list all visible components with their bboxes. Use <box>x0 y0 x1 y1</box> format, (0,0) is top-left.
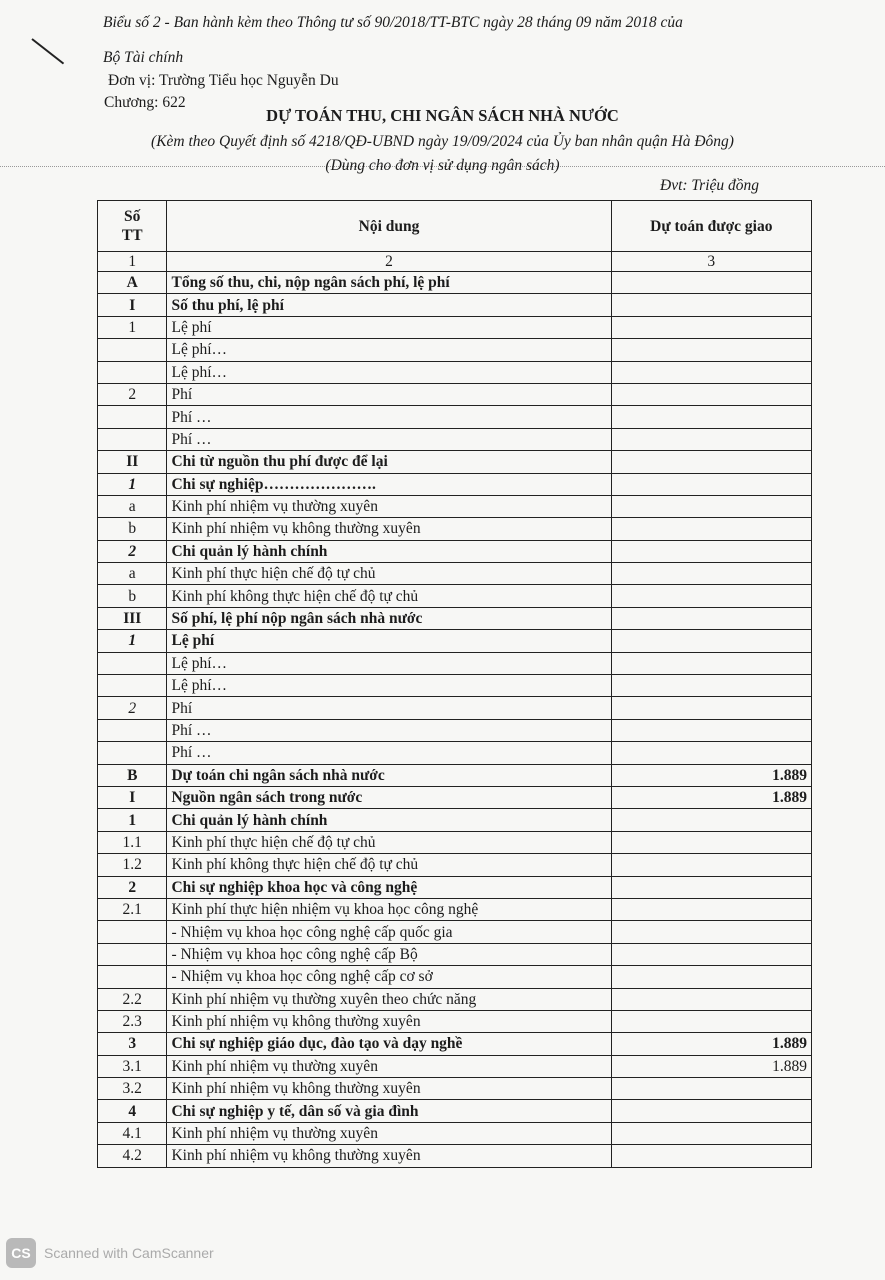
row-stt: 2 <box>98 876 167 898</box>
row-estimate <box>611 607 811 629</box>
row-content: Chi sự nghiệp…………………. <box>167 473 611 495</box>
page-subtitle-2: (Dùng cho đơn vị sử dụng ngân sách) <box>325 157 560 174</box>
row-content: Kinh phí nhiệm vụ thường xuyên <box>167 1055 611 1077</box>
table-row <box>98 786 812 808</box>
unit-name: Đơn vị: Trường Tiểu học Nguyễn Du <box>108 72 339 89</box>
watermark-text: Scanned with CamScanner <box>44 1245 214 1261</box>
row-stt: I <box>98 786 167 808</box>
row-stt <box>98 742 167 764</box>
row-estimate: 1.889 <box>611 764 811 786</box>
table-row <box>98 1010 812 1032</box>
row-stt <box>98 675 167 697</box>
form-note: Biểu số 2 - Ban hành kèm theo Thông tư số 90/2018/TT-BTC ngày 28 tháng 09 năm 2018 của <box>103 14 683 31</box>
col-number-3: 3 <box>611 252 811 272</box>
row-estimate <box>611 428 811 450</box>
row-stt: 3 <box>98 1033 167 1055</box>
unit-note: Đvt: Triệu đồng <box>660 177 760 194</box>
row-content: Phí … <box>167 719 611 741</box>
row-stt: 1.2 <box>98 854 167 876</box>
budget-table <box>97 200 812 1168</box>
row-estimate <box>611 630 811 652</box>
table-row <box>98 1033 812 1055</box>
col-number-1: 1 <box>98 252 167 272</box>
row-estimate <box>611 921 811 943</box>
row-content: Phí … <box>167 742 611 764</box>
table-row <box>98 1055 812 1077</box>
row-stt: 3.1 <box>98 1055 167 1077</box>
row-estimate <box>611 831 811 853</box>
row-content: - Nhiệm vụ khoa học công nghệ cấp cơ sở <box>167 966 611 988</box>
row-estimate <box>611 585 811 607</box>
row-content: Kinh phí thực hiện chế độ tự chủ <box>167 563 611 585</box>
row-content: Lệ phí… <box>167 339 611 361</box>
row-estimate <box>611 518 811 540</box>
row-estimate <box>611 1010 811 1032</box>
table-row <box>98 630 812 652</box>
table-row <box>98 383 812 405</box>
row-content: Tổng số thu, chi, nộp ngân sách phí, lệ phí <box>167 272 611 294</box>
table-row <box>98 652 812 674</box>
scanner-watermark <box>6 1238 214 1268</box>
row-estimate <box>611 383 811 405</box>
column-number-row <box>98 252 812 272</box>
row-content: Chi quản lý hành chính <box>167 809 611 831</box>
col-header-estimate: Dự toán được giao <box>611 201 811 252</box>
row-content: Kinh phí nhiệm vụ không thường xuyên <box>167 1078 611 1100</box>
row-stt: 1 <box>98 630 167 652</box>
row-estimate: 1.889 <box>611 1033 811 1055</box>
table-row <box>98 719 812 741</box>
row-stt <box>98 966 167 988</box>
row-content: Kinh phí nhiệm vụ thường xuyên <box>167 1122 611 1144</box>
row-content: Phí … <box>167 406 611 428</box>
table-row <box>98 742 812 764</box>
row-stt <box>98 943 167 965</box>
row-content: Chi quản lý hành chính <box>167 540 611 562</box>
table-row <box>98 607 812 629</box>
row-content: Kinh phí nhiệm vụ thường xuyên <box>167 495 611 517</box>
row-content: Lệ phí… <box>167 675 611 697</box>
table-row <box>98 473 812 495</box>
row-content: Nguồn ngân sách trong nước <box>167 786 611 808</box>
row-content: - Nhiệm vụ khoa học công nghệ cấp quốc gia <box>167 921 611 943</box>
row-estimate: 1.889 <box>611 786 811 808</box>
table-row <box>98 921 812 943</box>
table-header-row <box>98 201 812 252</box>
row-stt: a <box>98 495 167 517</box>
row-content: Kinh phí thực hiện chế độ tự chủ <box>167 831 611 853</box>
row-stt: 1.1 <box>98 831 167 853</box>
row-content: Lệ phí… <box>167 652 611 674</box>
table-row <box>98 316 812 338</box>
table-row <box>98 339 812 361</box>
table-row <box>98 451 812 473</box>
table-row <box>98 675 812 697</box>
row-content: Số thu phí, lệ phí <box>167 294 611 316</box>
row-estimate <box>611 966 811 988</box>
row-estimate <box>611 898 811 920</box>
row-stt: 4.2 <box>98 1145 167 1167</box>
row-estimate <box>611 540 811 562</box>
row-stt: 2.3 <box>98 1010 167 1032</box>
row-content: Lệ phí <box>167 316 611 338</box>
table-row <box>98 854 812 876</box>
col-number-2: 2 <box>167 252 611 272</box>
table-row <box>98 1122 812 1144</box>
row-estimate <box>611 675 811 697</box>
row-estimate <box>611 876 811 898</box>
row-estimate <box>611 719 811 741</box>
form-note-line2: Bộ Tài chính <box>103 49 184 66</box>
row-content: - Nhiệm vụ khoa học công nghệ cấp Bộ <box>167 943 611 965</box>
table-row <box>98 585 812 607</box>
table-row <box>98 966 812 988</box>
row-estimate <box>611 943 811 965</box>
row-stt: 2 <box>98 697 167 719</box>
row-stt <box>98 719 167 741</box>
table-row <box>98 988 812 1010</box>
row-stt <box>98 428 167 450</box>
row-estimate <box>611 339 811 361</box>
row-estimate <box>611 451 811 473</box>
row-content: Chi từ nguồn thu phí được để lại <box>167 451 611 473</box>
row-content: Chi sự nghiệp giáo dục, đào tạo và dạy nghề <box>167 1033 611 1055</box>
row-content: Kinh phí không thực hiện chế độ tự chủ <box>167 585 611 607</box>
row-stt: 2.2 <box>98 988 167 1010</box>
row-estimate <box>611 563 811 585</box>
row-stt: 4.1 <box>98 1122 167 1144</box>
camscanner-logo-icon: CS <box>6 1238 36 1268</box>
table-body <box>98 272 812 1168</box>
row-stt: 1 <box>98 316 167 338</box>
row-stt: 3.2 <box>98 1078 167 1100</box>
row-content: Kinh phí nhiệm vụ thường xuyên theo chức năng <box>167 988 611 1010</box>
row-content: Số phí, lệ phí nộp ngân sách nhà nước <box>167 607 611 629</box>
row-estimate <box>611 652 811 674</box>
row-stt: a <box>98 563 167 585</box>
row-estimate <box>611 1078 811 1100</box>
table-row <box>98 495 812 517</box>
row-estimate <box>611 316 811 338</box>
table-row <box>98 764 812 786</box>
row-content: Kinh phí nhiệm vụ không thường xuyên <box>167 1145 611 1167</box>
table-row <box>98 697 812 719</box>
row-stt: B <box>98 764 167 786</box>
table-row <box>98 943 812 965</box>
row-content: Lệ phí… <box>167 361 611 383</box>
table-row <box>98 563 812 585</box>
row-estimate <box>611 294 811 316</box>
row-stt <box>98 921 167 943</box>
row-stt: 2 <box>98 383 167 405</box>
row-stt <box>98 652 167 674</box>
row-estimate <box>611 697 811 719</box>
row-content: Kinh phí nhiệm vụ không thường xuyên <box>167 1010 611 1032</box>
col-header-stt-line2: TT <box>121 227 143 244</box>
table-row <box>98 272 812 294</box>
row-estimate: 1.889 <box>611 1055 811 1077</box>
row-stt: 2 <box>98 540 167 562</box>
row-stt: 4 <box>98 1100 167 1122</box>
row-content: Chi sự nghiệp y tế, dân số và gia đình <box>167 1100 611 1122</box>
col-header-content: Nội dung <box>167 201 611 252</box>
table-row <box>98 898 812 920</box>
chapter: Chương: 622 <box>104 94 186 111</box>
row-estimate <box>611 473 811 495</box>
row-content: Phí <box>167 383 611 405</box>
row-stt <box>98 406 167 428</box>
row-stt: 2.1 <box>98 898 167 920</box>
row-content: Chi sự nghiệp khoa học và công nghệ <box>167 876 611 898</box>
table-row <box>98 1100 812 1122</box>
table-row <box>98 809 812 831</box>
page-title: DỰ TOÁN THU, CHI NGÂN SÁCH NHÀ NƯỚC <box>266 106 619 125</box>
row-content: Phí … <box>167 428 611 450</box>
row-content: Kinh phí thực hiện nhiệm vụ khoa học công nghệ <box>167 898 611 920</box>
row-content: Kinh phí không thực hiện chế độ tự chủ <box>167 854 611 876</box>
row-stt <box>98 339 167 361</box>
row-stt: b <box>98 585 167 607</box>
table-row <box>98 518 812 540</box>
row-content: Phí <box>167 697 611 719</box>
row-stt: b <box>98 518 167 540</box>
row-estimate <box>611 1145 811 1167</box>
table-row <box>98 406 812 428</box>
row-stt: 1 <box>98 473 167 495</box>
row-content: Lệ phí <box>167 630 611 652</box>
row-stt: III <box>98 607 167 629</box>
table-row <box>98 361 812 383</box>
row-estimate <box>611 272 811 294</box>
row-estimate <box>611 809 811 831</box>
row-stt: A <box>98 272 167 294</box>
pen-slash-mark <box>31 38 64 64</box>
col-header-stt <box>98 201 167 252</box>
row-estimate <box>611 406 811 428</box>
row-estimate <box>611 495 811 517</box>
col-header-stt-line1: Số <box>124 208 141 225</box>
row-stt <box>98 361 167 383</box>
row-content: Kinh phí nhiệm vụ không thường xuyên <box>167 518 611 540</box>
row-stt: I <box>98 294 167 316</box>
table-row <box>98 1078 812 1100</box>
row-stt: 1 <box>98 809 167 831</box>
row-estimate <box>611 361 811 383</box>
table-row <box>98 540 812 562</box>
table-row <box>98 831 812 853</box>
row-estimate <box>611 1122 811 1144</box>
table-row <box>98 1145 812 1167</box>
row-content: Dự toán chi ngân sách nhà nước <box>167 764 611 786</box>
table-row <box>98 294 812 316</box>
row-estimate <box>611 988 811 1010</box>
table-row <box>98 876 812 898</box>
row-estimate <box>611 742 811 764</box>
row-estimate <box>611 1100 811 1122</box>
row-stt: II <box>98 451 167 473</box>
row-estimate <box>611 854 811 876</box>
table-row <box>98 428 812 450</box>
page-subtitle: (Kèm theo Quyết định số 4218/QĐ-UBND ngày 19/09/2024 của Ủy ban nhân quận Hà Đông) <box>151 133 734 150</box>
